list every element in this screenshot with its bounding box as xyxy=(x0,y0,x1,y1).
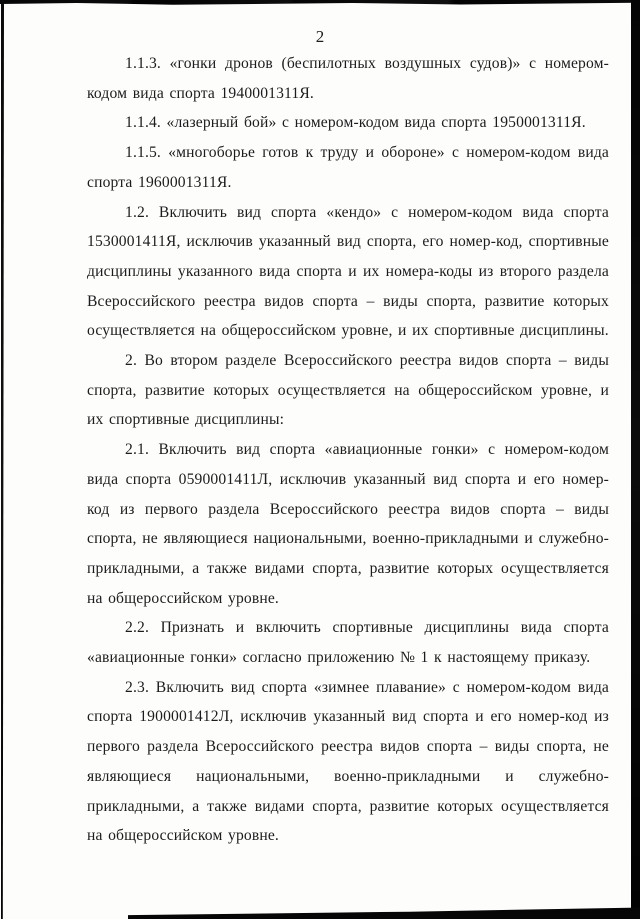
paragraph: 2.3. Включить вид спорта «зимнее плавание» с номером-кодом вида спорта 1900001412Л, исключив указанный вид спорта и его номер-код из первого раздела Всероссийского реестра видов спорта – виды спорта, не являющиеся национальными, военно-прикладными и служебно-прикладными, а также видами спорта, развитие которых осуществляется на общероссийском уровне. xyxy=(87,678,609,845)
paragraph: 2.1. Включить вид спорта «авиационные гонки» с номером-кодом вида спорта 0590001411Л, исключив указанный вид спорта и его номер-код из первого раздела Всероссийского реестра видов спорта – виды спорта, не являющиеся национальными, военно-прикладными и служебно-прикладными, а также видами спорта, развитие которых осуществляется на общероссийском уровне. xyxy=(87,441,609,607)
scan-artifact-top-edge xyxy=(0,0,640,5)
scan-artifact-left-edge xyxy=(1,0,4,919)
paragraph: 2. Во втором разделе Всероссийского реестра видов спорта – виды спорта, развитие которых осуществляется на общероссийском уровне, и их спортивные дисциплины: xyxy=(87,352,609,429)
scan-artifact-right-edge xyxy=(631,0,640,919)
paragraph: 1.2. Включить вид спорта «кендо» с номером-кодом вида спорта 1530001411Я, исключив указанный вид спорта, его номер-код, спортивные дисциплины указанного вида спорта и их номера-коды из второго раздела Всероссийского реестра видов спорта – виды спорта, развитие которых осуществляется на общероссийском уровне, и их спортивные дисциплины. xyxy=(87,203,609,340)
paragraph: 2.2. Признать и включить спортивные дисциплины вида спорта «авиационные гонки» согласно приложению № 1 к настоящему приказу. xyxy=(87,619,609,667)
page-number: 2 xyxy=(315,27,325,46)
paragraph: 1.1.5. «многоборье готов к труду и обороне» с номером-кодом вида спорта 1960001311Я. xyxy=(87,144,609,191)
document-body xyxy=(87,49,609,851)
paragraph: 1.1.4. «лазерный бой» с номером-кодом вида спорта 1950001311Я. xyxy=(125,114,586,132)
paragraph: 1.1.3. «гонки дронов (беспилотных воздушных судов)» с номером-кодом вида спорта 1940001311Я. xyxy=(87,55,609,102)
scan-artifact-bottom-edge xyxy=(128,905,640,919)
